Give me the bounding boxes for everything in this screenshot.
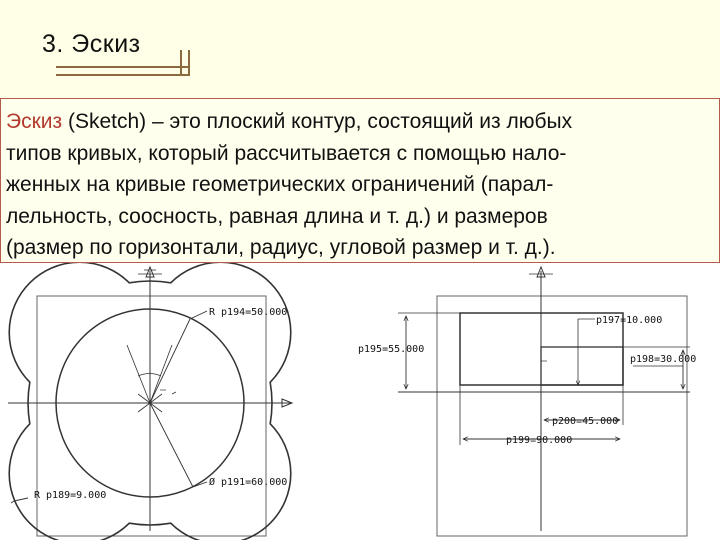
radius-leader-tail: [190, 311, 207, 319]
definition-box: [0, 98, 720, 263]
definition-line-3: женных на кривые геометрических ограничений (парал-: [6, 173, 554, 196]
sketch-drawings-svg: [0, 263, 720, 540]
dim-label-width: p199=90.000: [506, 435, 573, 446]
lobe-radius-leader-2: [11, 501, 14, 503]
sketch-drawings: [0, 263, 720, 540]
definition-term: Эскиз: [6, 110, 63, 133]
dim-label-diameter: Ø p191=60.000: [209, 477, 288, 488]
definition-line-4: лельность, соосность, равная длина и т. д.) и размеров: [6, 204, 548, 228]
dim-label-height: p195=55.000: [358, 344, 425, 355]
definition-line-5: (размер по горизонтали, радиус, угловой размер и т. д.).: [6, 236, 556, 259]
dim-label-lobe-radius: R p189=9.000: [34, 490, 107, 501]
radius-leader: [150, 319, 190, 403]
slide-title: [28, 22, 190, 76]
dim-label-offset: p200=45.000: [552, 416, 619, 427]
definition-line-1: [6, 106, 719, 138]
definition-line-1-rest: (Sketch) – это плоский контур, состоящий из любых: [62, 110, 573, 133]
right-sketch: [398, 267, 690, 536]
dim-label-outer-radius: R p194=50.000: [209, 307, 288, 318]
definition-line-2: типов кривых, который рассчитывается с помощью нало-: [6, 141, 567, 165]
lobe-radius-leader: [14, 498, 28, 501]
diameter-leader: [150, 403, 193, 487]
dim-label-small-width: p197=10.000: [596, 315, 663, 326]
slide-title-text: 3. Эскиз: [42, 30, 141, 58]
dim-label-small-height: p198=30.000: [630, 354, 697, 365]
inner-rectangle: [541, 347, 623, 385]
small-mark-2: [172, 392, 176, 394]
